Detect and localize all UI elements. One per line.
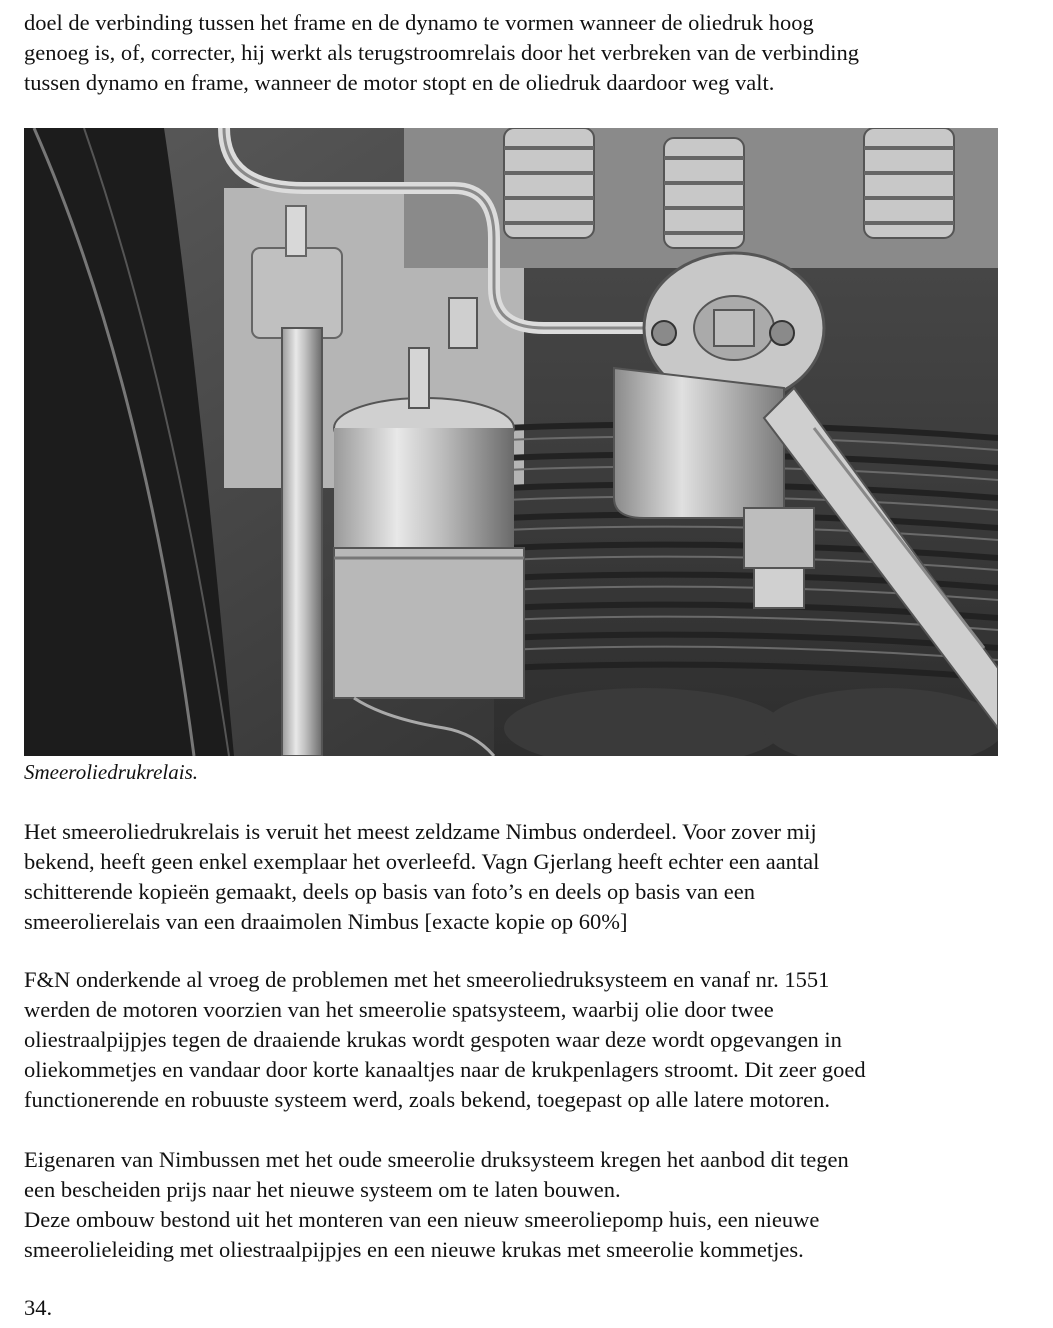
paragraph-line: Het smeeroliedrukrelais is veruit het meest zeldzame Nimbus onderdeel. Voor zover mij [24, 819, 817, 844]
intro-line: tussen dynamo en frame, wanneer de motor stopt en de oliedruk daardoor weg valt. [24, 70, 775, 95]
engine-photo [24, 128, 998, 756]
intro-line: doel de verbinding tussen het frame en de dynamo te vormen wanneer de oliedruk hoog [24, 10, 814, 35]
paragraph-line: smeerolierelais van een draaimolen Nimbus [exacte kopie op 60%] [24, 909, 628, 934]
intro-paragraph [24, 8, 859, 98]
paragraph-line: een bescheiden prijs naar het nieuwe systeem om te laten bouwen. [24, 1177, 621, 1202]
paragraph-line: schitterende kopieën gemaakt, deels op basis van foto’s en deels op basis van een [24, 879, 756, 904]
body-paragraph [24, 1145, 849, 1265]
body-paragraph [24, 965, 866, 1115]
paragraph-line: oliestraalpijpjes tegen de draaiende krukas wordt gespoten waar deze wordt opgevangen in [24, 1027, 842, 1052]
paragraph-line: Eigenaren van Nimbussen met het oude smeerolie druksysteem kregen het aanbod dit tegen [24, 1147, 849, 1172]
paragraph-line: oliekommetjes en vandaar door korte kanaaltjes naar de krukpenlagers stroomt. Dit zeer goed [24, 1057, 866, 1082]
intro-line: genoeg is, of, correcter, hij werkt als terugstroomrelais door het verbreken van de verbinding [24, 40, 860, 65]
engine-photo-illustration [24, 128, 998, 756]
page-number: 34. [24, 1295, 53, 1320]
figure-caption: Smeeroliedrukrelais. [24, 760, 198, 784]
body-paragraph [24, 817, 819, 937]
paragraph-line: bekend, heeft geen enkel exemplaar het overleefd. Vagn Gjerlang heeft echter een aantal [24, 849, 820, 874]
paragraph-line: F&N onderkende al vroeg de problemen met het smeeroliedruksysteem en vanaf nr. 1551 [24, 967, 830, 992]
paragraph-line: Deze ombouw bestond uit het monteren van een nieuw smeeroliepomp huis, een nieuwe [24, 1207, 820, 1232]
paragraph-line: werden de motoren voorzien van het smeerolie spatsysteem, waarbij olie door twee [24, 997, 774, 1022]
paragraph-line: smeerolieleiding met oliestraalpijpjes en een nieuwe krukas met smeerolie kommetjes. [24, 1237, 804, 1262]
paragraph-line: functionerende en robuuste systeem werd, zoals bekend, toegepast op alle latere motoren. [24, 1087, 830, 1112]
